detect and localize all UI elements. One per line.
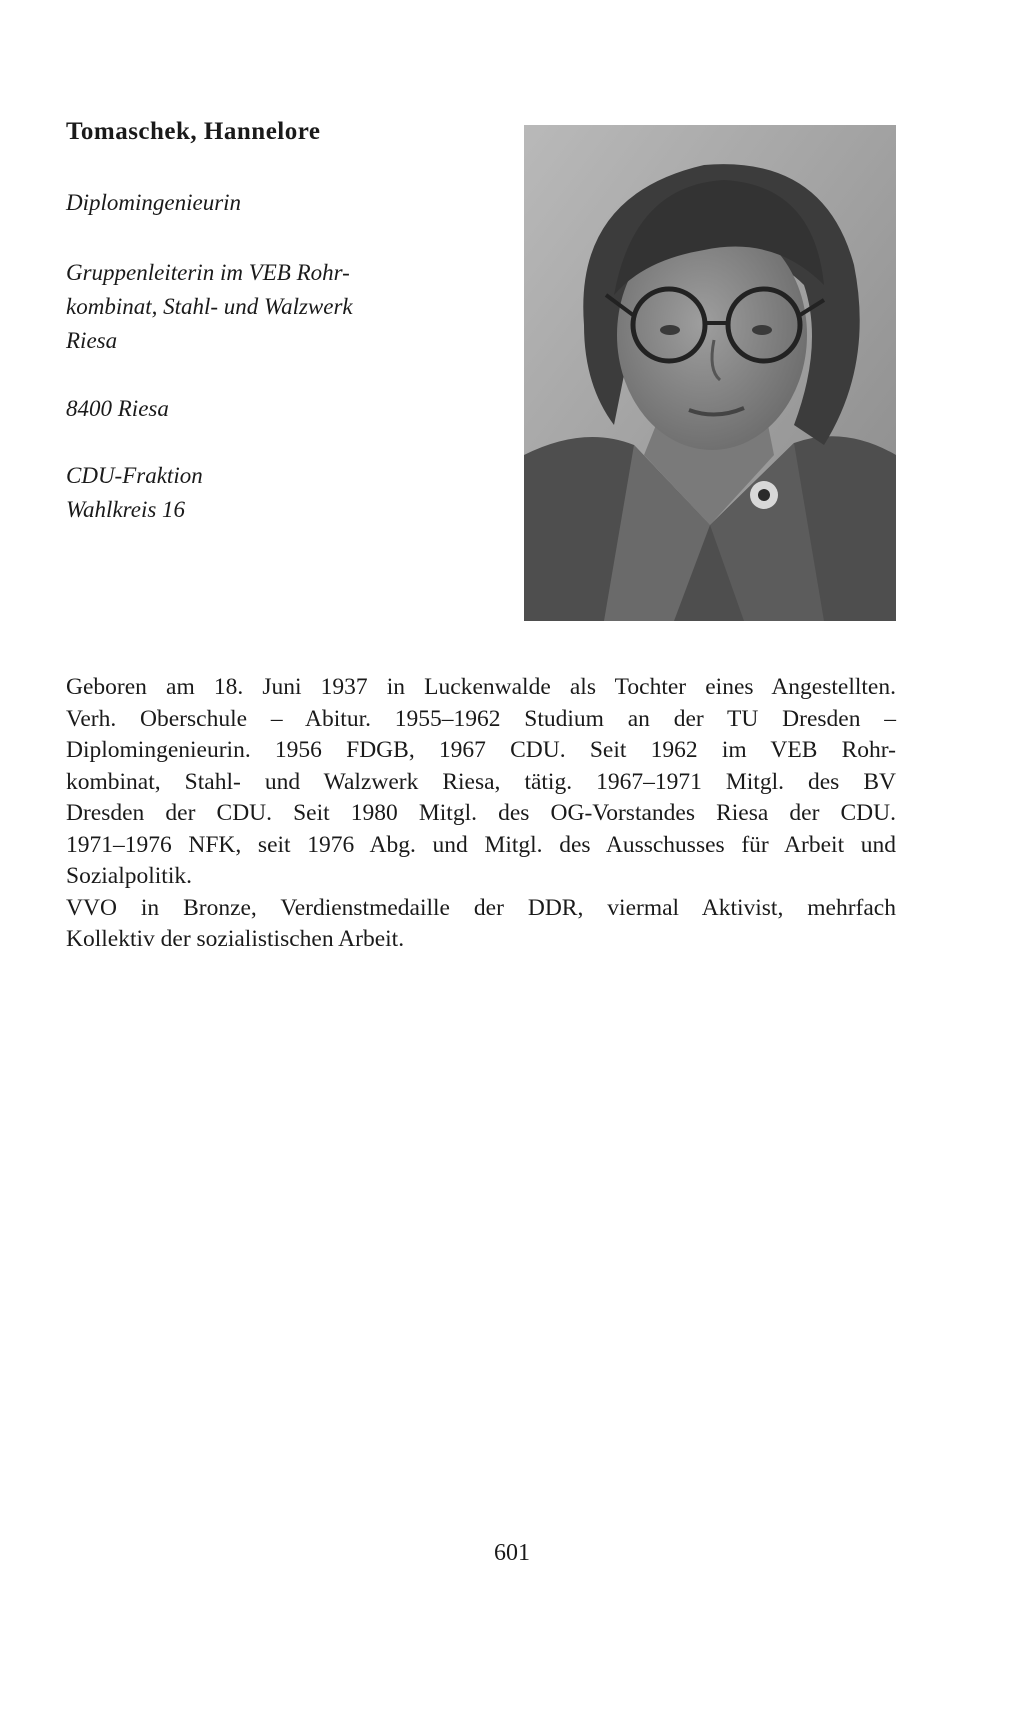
- biography-line: VVO in Bronze, Verdienstmedaille der DDR, viermal Aktivist, mehrfach: [66, 894, 896, 921]
- person-name: Tomaschek, Hannelore: [66, 118, 321, 145]
- biography-line: Verh. Oberschule – Abitur. 1955–1962 Studium an der TU Dresden –: [66, 705, 896, 732]
- faction: CDU-Fraktion: [66, 463, 203, 488]
- biography-line: kombinat, Stahl- und Walzwerk Riesa, tätig. 1967–1971 Mitgl. des BV: [66, 768, 896, 795]
- position-line: kombinat, Stahl- und Walzwerk: [66, 294, 353, 319]
- biography: [66, 672, 896, 956]
- portrait-photo: [524, 125, 896, 621]
- position-line: Riesa: [66, 328, 118, 353]
- portrait-illustration: [524, 125, 896, 621]
- biography-line: 1971–1976 NFK, seit 1976 Abg. und Mitgl. des Ausschusses für Arbeit und: [66, 831, 896, 858]
- constituency: Wahlkreis 16: [66, 497, 186, 522]
- biography-line: Geboren am 18. Juni 1937 in Luckenwalde als Tochter eines Angestellten.: [66, 674, 896, 700]
- address: 8400 Riesa: [66, 396, 169, 421]
- biography-line: Dresden der CDU. Seit 1980 Mitgl. des OG-Vorstandes Riesa der CDU.: [66, 800, 896, 826]
- entry-header: [66, 118, 486, 527]
- profession: Diplomingenieurin: [66, 190, 242, 215]
- biography-line: Sozialpolitik.: [66, 863, 192, 889]
- position-block: [66, 256, 486, 358]
- page-number: 601: [494, 1540, 530, 1566]
- position-line: Gruppenleiterin im VEB Rohr-: [66, 260, 350, 285]
- biography-line: Diplomingenieurin. 1956 FDGB, 1967 CDU. Seit 1962 im VEB Rohr-: [66, 737, 896, 763]
- biography-line: Kollektiv der sozialistischen Arbeit.: [66, 926, 405, 952]
